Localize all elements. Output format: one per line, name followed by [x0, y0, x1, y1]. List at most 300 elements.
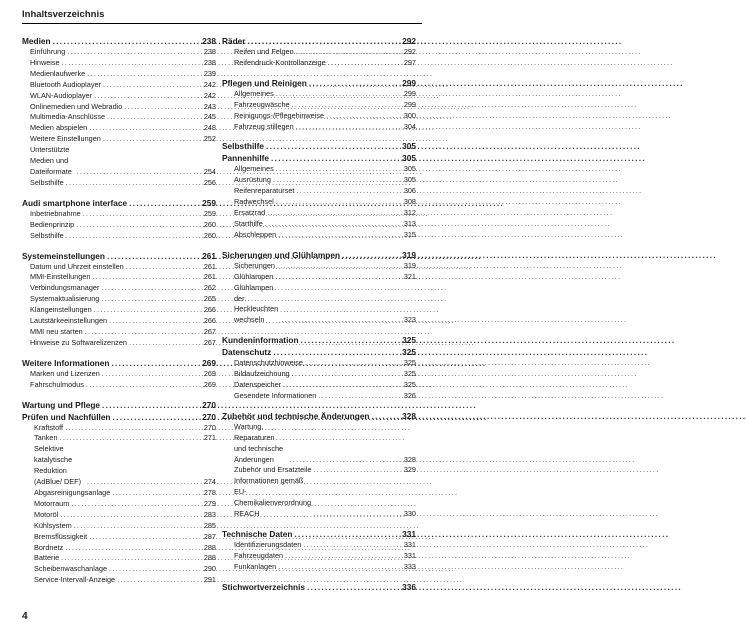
- toc-entry[interactable]: [222, 562, 416, 573]
- toc-chapter-entry[interactable]: [22, 250, 216, 262]
- leader-dots: [296, 186, 401, 197]
- leader-dots: [76, 220, 202, 231]
- leader-dots: [113, 411, 201, 423]
- leader-dots: [318, 391, 401, 402]
- toc-section: [222, 35, 416, 69]
- toc-entry[interactable]: [22, 316, 216, 327]
- entry-title: Abgasreinigungsanlage: [34, 488, 111, 497]
- entry-title: Räder: [222, 36, 246, 46]
- toc-section: [222, 77, 416, 133]
- entry-title: Multimedia-Anschlüsse: [30, 112, 106, 122]
- leader-dots: [109, 316, 202, 327]
- toc-entry[interactable]: [222, 380, 416, 391]
- entry-title: Abschleppen: [234, 229, 277, 239]
- entry-title: Ersatzrad: [234, 208, 266, 218]
- toc-entry[interactable]: [22, 47, 216, 58]
- leader-dots: [107, 250, 200, 262]
- entry-page-number: 270: [203, 422, 216, 432]
- toc-entry[interactable]: [22, 423, 216, 434]
- toc-entry[interactable]: [22, 327, 216, 338]
- leader-dots: [94, 305, 202, 316]
- toc-entry[interactable]: [22, 543, 216, 554]
- entry-page-number: 269: [202, 357, 216, 368]
- leader-dots: [283, 380, 402, 391]
- toc-entry[interactable]: [22, 123, 216, 134]
- entry-title: Marken und Lizenzen: [30, 368, 100, 378]
- entry-page-number: 262: [203, 283, 216, 293]
- entry-title: Reifen und Felgen: [234, 47, 294, 56]
- entry-page-number: 259: [202, 197, 216, 208]
- toc-entry[interactable]: [222, 186, 416, 197]
- entry-title: Hinweise zu Softwarelizenzen: [30, 337, 127, 347]
- entry-page-number: 270: [202, 399, 216, 410]
- leader-dots: [66, 231, 202, 242]
- entry-page-number: 328: [403, 454, 416, 464]
- toc-entry[interactable]: [22, 231, 216, 242]
- entry-title: WLAN-Audioplayer: [30, 90, 93, 100]
- entry-page-number: 278: [203, 488, 216, 497]
- leader-dots: [248, 35, 401, 47]
- toc-entry[interactable]: [22, 220, 216, 231]
- entry-page-number: 245: [203, 112, 216, 122]
- toc-section: [22, 35, 216, 189]
- toc-entry[interactable]: [22, 532, 216, 543]
- entry-title: Ausrüstung: [234, 175, 271, 185]
- leader-dots: [61, 553, 202, 564]
- leader-dots: [305, 358, 402, 369]
- entry-page-number: 315: [403, 229, 416, 239]
- leader-dots: [271, 152, 400, 164]
- entry-title: Kühlsystem: [34, 520, 72, 530]
- entry-title: Audi smartphone interface: [22, 197, 128, 208]
- toc-chapter-entry[interactable]: [222, 346, 416, 358]
- toc-entry[interactable]: [222, 272, 416, 283]
- entry-title: Systemaktualisierung: [30, 294, 100, 304]
- entry-title: Reifenreparaturset: [234, 186, 295, 196]
- toc-entry[interactable]: [22, 134, 216, 145]
- entry-title: Bedienprinzip: [30, 219, 75, 229]
- entry-page-number: 323: [403, 315, 416, 325]
- entry-title: Allgemeines: [234, 164, 274, 174]
- toc-entry[interactable]: [222, 476, 416, 520]
- toc-section: [22, 197, 216, 242]
- entry-title: Glühlampen: [234, 271, 274, 281]
- toc-entry[interactable]: [22, 510, 216, 521]
- leader-dots: [278, 230, 402, 241]
- toc-chapter-entry[interactable]: [22, 35, 216, 47]
- toc-entry[interactable]: [22, 433, 216, 444]
- toc-entry[interactable]: [22, 564, 216, 575]
- entry-page-number: 288: [203, 553, 216, 563]
- leader-dots: [102, 399, 200, 411]
- entry-title: Scheibenwaschanlage: [34, 564, 108, 574]
- entry-title: Klangeinstellungen: [30, 305, 92, 315]
- entry-title: Service-Intervall-Anzeige: [34, 575, 116, 585]
- entry-title: Hinweise: [30, 57, 60, 67]
- leader-dots: [103, 80, 202, 91]
- entry-page-number: 283: [203, 509, 216, 519]
- entry-page-number: 279: [203, 498, 216, 508]
- entry-page-number: 333: [403, 561, 416, 571]
- entry-page-number: 238: [203, 57, 216, 67]
- toc-chapter-entry[interactable]: [22, 399, 216, 411]
- leader-dots: [89, 532, 202, 543]
- toc-entry[interactable]: [222, 122, 416, 133]
- leader-dots: [313, 509, 402, 520]
- leader-dots: [62, 58, 202, 69]
- entry-page-number: 319: [402, 249, 416, 260]
- toc-entry[interactable]: [22, 209, 216, 220]
- entry-title: Technische Daten: [222, 529, 293, 539]
- entry-title: Datenschutzhinweise: [234, 358, 303, 368]
- entry-page-number: 261: [202, 250, 216, 261]
- toc-entry[interactable]: [22, 305, 216, 316]
- leader-dots: [74, 521, 202, 532]
- entry-title: Fahrzeugwäsche: [234, 99, 290, 109]
- entry-page-number: 238: [203, 47, 216, 56]
- entry-title: Verbindungsmanager: [30, 283, 100, 293]
- toc-entry[interactable]: [22, 91, 216, 102]
- entry-title: Selbsthilfe: [222, 141, 264, 152]
- toc-entry[interactable]: [22, 488, 216, 499]
- entry-title: Wartung und Pflege: [22, 399, 101, 410]
- entry-page-number: 285: [203, 520, 216, 530]
- entry-title: Inbetriebnahme: [30, 208, 81, 218]
- leader-dots: [124, 102, 201, 113]
- toc-entry[interactable]: [22, 338, 216, 349]
- leader-dots: [87, 477, 202, 488]
- toc-entry[interactable]: [22, 178, 216, 189]
- leader-dots: [107, 112, 202, 123]
- entry-page-number: 331: [403, 550, 416, 560]
- entry-page-number: 297: [403, 57, 416, 67]
- entry-page-number: 306: [403, 186, 416, 196]
- entry-page-number: 265: [203, 294, 216, 304]
- entry-title: MMI neu starten: [30, 326, 83, 336]
- entry-title: Kundeninformation: [222, 335, 299, 346]
- entry-title: Medien abspielen: [30, 123, 88, 133]
- leader-dots: [292, 100, 402, 111]
- leader-dots: [276, 164, 402, 175]
- toc-chapter-entry[interactable]: [222, 581, 416, 593]
- toc-entry[interactable]: [222, 100, 416, 111]
- toc-entry[interactable]: [22, 102, 216, 113]
- toc-section: [222, 410, 416, 520]
- leader-dots: [94, 91, 202, 102]
- entry-title: Zubehör und Ersatzteile: [234, 465, 312, 475]
- leader-dots: [326, 111, 402, 122]
- entry-page-number: 305: [403, 175, 416, 185]
- entry-page-number: 299: [402, 77, 416, 88]
- entry-page-number: 248: [203, 123, 216, 133]
- leader-dots: [129, 197, 200, 209]
- entry-page-number: 259: [203, 208, 216, 218]
- entry-title: Batterie: [34, 553, 60, 563]
- entry-title: Datenschutz: [222, 347, 272, 358]
- toc-entry[interactable]: [222, 208, 416, 219]
- leader-dots: [89, 123, 202, 134]
- toc-entry[interactable]: [22, 262, 216, 273]
- entry-title: Tanken: [34, 433, 58, 443]
- leader-dots: [266, 140, 400, 152]
- leader-dots: [285, 551, 402, 562]
- toc-entry[interactable]: [222, 465, 416, 476]
- leader-dots: [296, 122, 402, 133]
- toc-entry[interactable]: [22, 80, 216, 91]
- entry-page-number: 325: [402, 347, 416, 358]
- toc-section: [222, 334, 416, 402]
- entry-title: Unterstützte Medien und Dateiformate: [30, 145, 72, 176]
- leader-dots: [87, 69, 202, 80]
- leader-dots: [103, 134, 202, 145]
- entry-page-number: 305: [403, 164, 416, 174]
- entry-title: Selbsthilfe: [30, 230, 64, 240]
- leader-dots: [275, 272, 401, 283]
- entry-page-number: 325: [402, 335, 416, 346]
- toc-entry[interactable]: [22, 575, 216, 586]
- entry-page-number: 274: [203, 477, 216, 487]
- entry-page-number: 321: [403, 271, 416, 281]
- entry-title: Motoröl: [34, 509, 59, 519]
- entry-title: Informationen gemäß EU-Chemikalienverordnung REACH: [234, 476, 312, 519]
- leader-dots: [267, 208, 402, 219]
- toc-chapter-entry[interactable]: [222, 334, 416, 346]
- entry-page-number: 271: [203, 433, 216, 443]
- toc-column-left: [22, 35, 216, 594]
- toc-section: [222, 528, 416, 573]
- leader-dots: [67, 47, 202, 58]
- leader-dots: [372, 410, 401, 422]
- toc-entry[interactable]: [222, 283, 416, 327]
- toc-entry[interactable]: [222, 540, 416, 551]
- leader-dots: [117, 575, 202, 586]
- page-title: Inhaltsverzeichnis: [22, 9, 422, 24]
- toc-chapter-entry[interactable]: [222, 152, 416, 164]
- leader-dots: [77, 167, 202, 178]
- entry-title: Systemeinstellungen: [22, 250, 105, 261]
- page-number: 4: [22, 611, 28, 622]
- toc-section: [22, 399, 216, 587]
- entry-title: Bremsflüssigkeit: [34, 531, 88, 541]
- entry-title: Bildaufzeichnung: [234, 369, 290, 379]
- toc-entry[interactable]: [222, 369, 416, 380]
- leader-dots: [278, 562, 402, 573]
- entry-page-number: 326: [403, 390, 416, 400]
- leader-dots: [276, 197, 402, 208]
- entry-title: Starthilfe: [234, 218, 263, 228]
- leader-dots: [71, 499, 202, 510]
- entry-title: Prüfen und Nachfüllen: [22, 411, 111, 422]
- leader-dots: [66, 178, 202, 189]
- toc-chapter-entry[interactable]: [22, 197, 216, 209]
- entry-title: Lautstärkeeinstellungen: [30, 316, 108, 326]
- toc-section: [222, 581, 416, 593]
- entry-title: Weitere Informationen: [22, 357, 110, 368]
- entry-page-number: 330: [403, 509, 416, 519]
- entry-page-number: 290: [203, 564, 216, 574]
- entry-page-number: 270: [202, 411, 216, 422]
- toc-chapter-entry[interactable]: [222, 35, 416, 47]
- toc-entry[interactable]: [22, 69, 216, 80]
- entry-page-number: 266: [203, 316, 216, 326]
- entry-page-number: 287: [203, 531, 216, 541]
- entry-title: Datum und Uhrzeit einstellen: [30, 261, 124, 271]
- entry-title: Bluetooth Audioplayer: [30, 79, 101, 89]
- entry-title: Datenspeicher: [234, 380, 282, 390]
- entry-page-number: 239: [203, 68, 216, 78]
- toc-chapter-entry[interactable]: [22, 357, 216, 369]
- toc-entry[interactable]: [22, 499, 216, 510]
- toc-entry[interactable]: [22, 294, 216, 305]
- entry-title: Allgemeines: [234, 88, 274, 98]
- entry-title: Selektive katalytische Reduktion (AdBlue/ DEF): [34, 444, 82, 487]
- entry-page-number: 269: [203, 379, 216, 389]
- entry-page-number: 304: [403, 121, 416, 131]
- leader-dots: [290, 455, 402, 466]
- leader-dots: [313, 465, 401, 476]
- entry-title: Stichwortverzeichnis: [222, 581, 305, 592]
- entry-page-number: 312: [403, 208, 416, 218]
- leader-dots: [328, 58, 402, 69]
- entry-page-number: 256: [203, 177, 216, 187]
- toc-entry[interactable]: [22, 112, 216, 123]
- entry-title: Onlinemedien und Webradio: [30, 101, 123, 111]
- entry-page-number: 288: [203, 542, 216, 552]
- leader-dots: [342, 249, 400, 261]
- entry-title: Medienlaufwerke: [30, 68, 86, 78]
- entry-page-number: 292: [403, 47, 416, 56]
- entry-title: Medien: [22, 36, 51, 46]
- entry-title: Glühlampen der Heckleuchten wechseln: [234, 282, 279, 325]
- leader-dots: [65, 543, 202, 554]
- toc-entry[interactable]: [22, 380, 216, 391]
- toc-entry[interactable]: [222, 175, 416, 186]
- toc-entry[interactable]: [222, 230, 416, 241]
- entry-title: Fahrzeug stillegen: [234, 121, 294, 131]
- leader-dots: [60, 433, 202, 444]
- toc-entry[interactable]: [222, 89, 416, 100]
- entry-title: Wartung, Reparaturen und technische Änderungen: [234, 421, 284, 464]
- toc-entry[interactable]: [22, 369, 216, 380]
- leader-dots: [101, 283, 201, 294]
- entry-title: Pannenhilfe: [222, 153, 270, 164]
- entry-page-number: 292: [402, 36, 416, 46]
- leader-dots: [292, 369, 402, 380]
- toc-entry[interactable]: [222, 551, 416, 562]
- toc-entry[interactable]: [22, 444, 216, 488]
- leader-dots: [111, 357, 200, 369]
- toc-entry[interactable]: [222, 197, 416, 208]
- toc-entry[interactable]: [222, 58, 416, 69]
- entry-title: Motorraum: [34, 498, 70, 508]
- entry-page-number: 329: [403, 465, 416, 475]
- entry-page-number: 291: [203, 575, 216, 585]
- toc-entry[interactable]: [222, 111, 416, 122]
- toc-entry[interactable]: [222, 422, 416, 466]
- toc-section: [22, 357, 216, 391]
- entry-title: Selbsthilfe: [30, 177, 64, 187]
- entry-title: Sicherungen: [234, 260, 275, 270]
- toc-entry[interactable]: [22, 58, 216, 69]
- leader-dots: [303, 540, 401, 551]
- entry-title: Sicherungen und Glühlampen: [222, 249, 341, 260]
- entry-page-number: 299: [403, 99, 416, 109]
- entry-page-number: 252: [203, 134, 216, 144]
- leader-dots: [281, 315, 401, 326]
- entry-page-number: 331: [403, 540, 416, 549]
- entry-page-number: 267: [203, 326, 216, 336]
- entry-page-number: 238: [202, 36, 216, 46]
- toc-chapter-entry[interactable]: [222, 528, 416, 540]
- leader-dots: [85, 327, 202, 338]
- toc-entry[interactable]: [222, 164, 416, 175]
- entry-title: Weitere Einstellungen: [30, 134, 101, 144]
- entry-title: Einführung: [30, 47, 66, 56]
- toc-entry[interactable]: [222, 261, 416, 272]
- entry-page-number: 267: [203, 337, 216, 347]
- toc-entry[interactable]: [22, 283, 216, 294]
- toc-chapter-entry[interactable]: [222, 249, 416, 261]
- toc-entry[interactable]: [22, 553, 216, 564]
- leader-dots: [301, 334, 401, 346]
- entry-page-number: 313: [403, 218, 416, 228]
- toc-entry[interactable]: [222, 47, 416, 58]
- entry-title: Bordnetz: [34, 542, 64, 552]
- leader-dots: [92, 272, 201, 283]
- leader-dots: [296, 47, 402, 58]
- toc-chapter-entry[interactable]: [222, 140, 416, 152]
- entry-title: Reinigungs-/Pflegehinweise: [234, 110, 325, 120]
- leader-dots: [86, 380, 202, 391]
- toc-chapter-entry[interactable]: [22, 411, 216, 423]
- toc-section: [222, 140, 416, 240]
- leader-dots: [83, 209, 202, 220]
- toc-entry[interactable]: [22, 272, 216, 283]
- toc-entry[interactable]: [222, 219, 416, 230]
- toc-entry[interactable]: [222, 358, 416, 369]
- entry-page-number: 242: [203, 90, 216, 100]
- entry-page-number: 260: [203, 230, 216, 240]
- toc-chapter-entry[interactable]: [222, 77, 416, 89]
- entry-page-number: 325: [403, 369, 416, 379]
- leader-dots: [273, 175, 402, 186]
- leader-dots: [307, 581, 400, 593]
- leader-dots: [112, 488, 202, 499]
- entry-page-number: 261: [203, 261, 216, 271]
- toc-section: [22, 250, 216, 349]
- entry-title: Kraftstoff: [34, 422, 64, 432]
- entry-page-number: 336: [402, 581, 416, 592]
- entry-title: Funkanlagen: [234, 561, 277, 571]
- toc-entry[interactable]: [22, 521, 216, 532]
- toc-entry[interactable]: [22, 145, 216, 178]
- entry-page-number: 305: [402, 153, 416, 164]
- entry-page-number: 242: [203, 79, 216, 89]
- toc-chapter-entry[interactable]: [222, 410, 416, 422]
- leader-dots: [60, 510, 201, 521]
- leader-dots: [65, 423, 202, 434]
- toc-column-right: [222, 35, 416, 601]
- entry-title: Identifizierungsdaten: [234, 540, 302, 549]
- entry-page-number: 305: [402, 141, 416, 152]
- entry-page-number: 266: [203, 305, 216, 315]
- entry-page-number: 300: [403, 110, 416, 120]
- leader-dots: [294, 528, 400, 540]
- entry-page-number: 243: [203, 101, 216, 111]
- entry-title: Gesendete Informationen: [234, 390, 317, 400]
- leader-dots: [126, 262, 202, 273]
- toc-entry[interactable]: [222, 391, 416, 402]
